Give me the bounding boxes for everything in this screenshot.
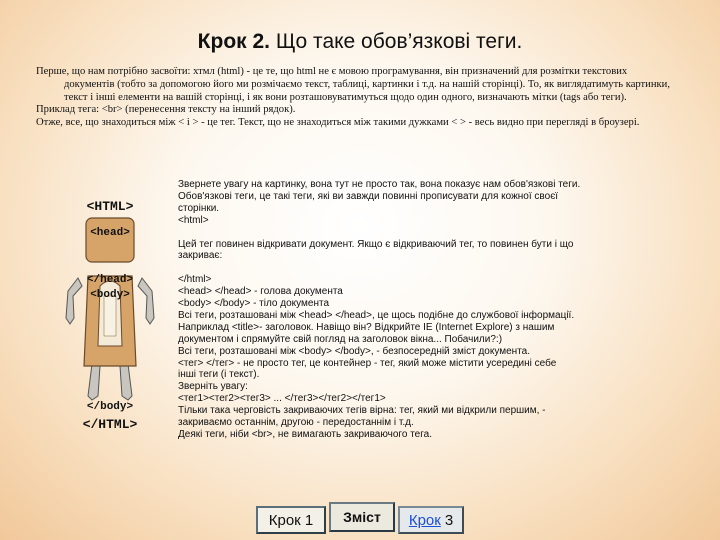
explanation-line: Всі теги, розташовані між <head> </head>, це щось подібне до службової інформації. xyxy=(178,309,575,321)
tag-label: <body> xyxy=(90,289,130,301)
explanation-line: Всі теги, розташовані між <body> </body>, - безпосередній зміст документа. xyxy=(178,345,531,357)
explanation-text xyxy=(178,179,683,441)
intro-text xyxy=(36,66,676,130)
explanation-line: <head> </head> - голова документа xyxy=(178,286,343,298)
explanation-line: Наприклад <title>- заголовок. Навіщо він? Відкрийте IE (Internet Explore) з нашим xyxy=(178,321,555,333)
intro-paragraph: Отже, все, що знаходиться між < і > - це тег. Текст, що не знаходиться між такими дужками < > - весь видно при перегляді в броузері. xyxy=(36,117,640,129)
next-step-number: 3 xyxy=(444,511,454,529)
next-step-button[interactable] xyxy=(398,506,464,534)
explanation-line: документом і спрямуйте свій погляд на заголовок вікна... Побачили?:) xyxy=(178,333,503,345)
tag-label: </body> xyxy=(86,401,134,413)
explanation-line: Обов'язкові теги, це такі теги, які ви завжди повинні прописувати для кожної своєї xyxy=(178,190,559,202)
contents-button[interactable]: Зміст xyxy=(329,502,395,532)
html-robot-icon xyxy=(60,196,160,441)
tag-label: </head> xyxy=(86,274,134,286)
next-step-link[interactable]: Крок xyxy=(408,511,441,529)
intro-paragraph: Приклад тега: <br> (перенесення тексту на інший рядок). xyxy=(36,104,296,116)
prev-step-button[interactable]: Крок 1 xyxy=(256,506,326,534)
page-title xyxy=(0,30,720,54)
explanation-line: Цей тег повинен відкривати документ. Якщо є відкриваючий тег, то повинен бути і що xyxy=(178,238,574,250)
explanation-line: інші теги (і текст). xyxy=(178,369,260,381)
explanation-line: закриваємо останнім, другою - передостаннім і т.д. xyxy=(178,417,414,429)
tag-label: <HTML> xyxy=(86,199,134,214)
html-figure-illustration xyxy=(60,196,160,441)
tag-label: <head> xyxy=(90,227,130,239)
explanation-line: сторінки. xyxy=(178,202,220,214)
explanation-line: <body> </body> - тіло документа xyxy=(178,298,330,310)
explanation-line: Тільки така черговість закриваючих тегів вірна: тег, який ми відкрили першим, - xyxy=(178,405,546,417)
explanation-line: <тег1><тег2><тег3> ... </тег3></тег2></тег1> xyxy=(178,393,386,405)
title-text: Що таке обов’язкові теги. xyxy=(275,30,523,53)
explanation-line: <тег> </тег> - не просто тег, це контейнер - тег, який може містити усередині себе xyxy=(178,357,557,369)
step-number: Крок 2. xyxy=(197,30,271,53)
explanation-line: закриває: xyxy=(178,250,223,262)
explanation-line: <html> xyxy=(178,214,209,226)
explanation-line: Деякі теги, ніби <br>, не вимагають закриваючого тега. xyxy=(178,429,432,440)
explanation-line xyxy=(178,262,683,274)
explanation-line: Зверніть увагу: xyxy=(178,381,248,393)
intro-paragraph: Перше, що нам потрібно засвоїти: хтмл (html) - це те, що html не є мовою програмування, він призначений для розмітки текстових документів (тобто за допомогою його ми розмічаємо текст, таблиці, картинки і т.д. на нашій сторінці). То, як виглядатимуть картинки, текст і інші елементи на вашій сторінці, і як вони розташовуватимуться щодо один одного, визначають мітки (tags або теги). xyxy=(36,66,670,103)
explanation-line: Звернете увагу на картинку, вона тут не просто так, вона показує нам обов'язкові теги. xyxy=(178,179,581,190)
explanation-line: </html> xyxy=(178,274,212,286)
explanation-line xyxy=(178,227,683,239)
tag-label: </HTML> xyxy=(82,417,138,432)
